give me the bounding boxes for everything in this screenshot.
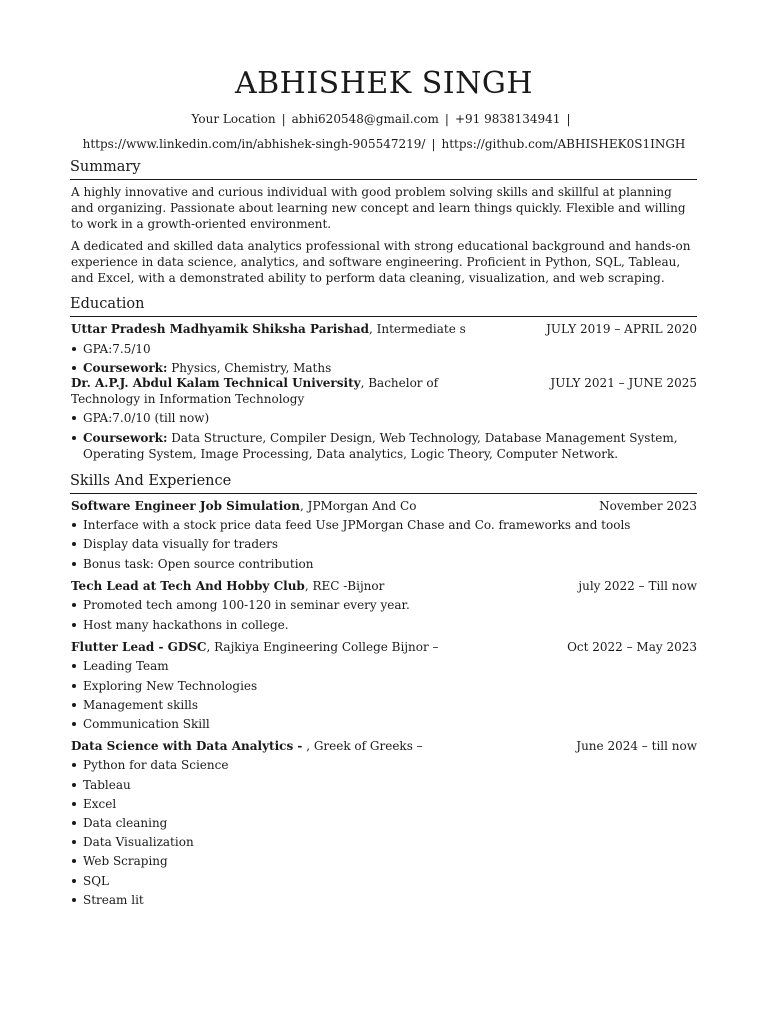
bullet-icon	[72, 366, 76, 370]
list-item	[71, 873, 697, 889]
bullet-icon	[72, 562, 76, 566]
phone-text: +91 9838134941	[454, 112, 561, 126]
list-item	[71, 597, 697, 613]
list-item	[71, 536, 697, 552]
separator: |	[431, 137, 436, 151]
bullet-text: Host many hackathons in college.	[83, 618, 289, 632]
bullet-text: Promoted tech among 100-120 in seminar every year.	[83, 598, 410, 612]
bullet-icon	[72, 722, 76, 726]
role-title: Software Engineer Job Simulation	[71, 499, 300, 513]
bullet-text: Management skills	[83, 698, 199, 712]
role-title: Data Science with Data Analytics -	[71, 739, 303, 753]
organization: , REC -Bijnor	[304, 579, 385, 593]
bullet-icon	[72, 523, 76, 527]
date-range: JULY 2021 – JUNE 2025	[550, 376, 697, 390]
bullet-text: Data cleaning	[83, 816, 168, 830]
contact-line-1	[0, 111, 768, 127]
bullet-text: Stream lit	[83, 893, 144, 907]
degree-detail: , Bachelor of Technology in Information Technology	[71, 376, 439, 406]
coursework-label: Coursework:	[83, 431, 168, 445]
bullet-icon	[72, 703, 76, 707]
education-entry	[71, 375, 697, 407]
bullet-icon	[72, 763, 76, 767]
bullet-icon	[72, 664, 76, 668]
location-text: Your Location	[191, 112, 276, 126]
bullet-icon	[72, 879, 76, 883]
date-range: June 2024 – till now	[576, 739, 697, 753]
list-item	[71, 697, 697, 713]
list-item	[71, 853, 697, 869]
organization: , Rajkiya Engineering College Bijnor –	[206, 640, 439, 654]
experience-entry	[71, 639, 697, 655]
summary-paragraph: A dedicated and skilled data analytics professional with strong educational background and hands-on experience in data science, analytics, and software engineering. Proficient in Python, SQL, Tableau, and Excel, with a demonstrated ability to perform data cleaning, visualization, and web scraping.	[71, 239, 691, 285]
list-item	[71, 410, 697, 426]
experience-entry	[71, 578, 697, 594]
bullet-text: Data Visualization	[83, 835, 194, 849]
list-item	[71, 678, 697, 694]
list-item	[71, 341, 697, 357]
linkedin-link[interactable]: https://www.linkedin.com/in/abhishek-singh-905547219/	[82, 137, 426, 151]
list-item	[71, 517, 697, 533]
coursework-label: Coursework:	[83, 361, 168, 375]
education-heading: Education	[70, 294, 697, 317]
organization: , JPMorgan And Co	[300, 499, 417, 513]
separator: |	[566, 112, 571, 126]
separator: |	[444, 112, 449, 126]
role-title: Flutter Lead - GDSC	[71, 640, 207, 654]
skills-heading: Skills And Experience	[70, 471, 697, 494]
bullet-icon	[72, 603, 76, 607]
coursework-text: Physics, Chemistry, Maths	[171, 361, 332, 375]
list-item	[71, 815, 697, 831]
bullet-icon	[72, 542, 76, 546]
summary-paragraph: A highly innovative and curious individual with good problem solving skills and skillful at planning and organizing. Passionate about learning new concept and learn things quickly. Flexible and willing to work in a growth-oriented environment.	[71, 185, 686, 231]
email-link[interactable]: abhi620548@gmail.com	[291, 112, 439, 126]
bullet-icon	[72, 859, 76, 863]
bullet-icon	[72, 783, 76, 787]
contact-line-2	[0, 136, 768, 152]
bullet-icon	[72, 436, 76, 440]
institution-name: Uttar Pradesh Madhyamik Shiksha Parishad	[71, 322, 370, 336]
bullet-icon	[72, 898, 76, 902]
separator: |	[281, 112, 286, 126]
education-entry	[71, 321, 697, 337]
bullet-text: SQL	[83, 874, 110, 888]
bullet-text: Exploring New Technologies	[83, 679, 258, 693]
list-item	[71, 757, 697, 773]
candidate-name: ABHISHEK SINGH	[234, 66, 534, 101]
date-range: Oct 2022 – May 2023	[567, 640, 697, 654]
date-range: JULY 2019 – APRIL 2020	[546, 322, 697, 336]
list-item	[71, 658, 697, 674]
role-title: Tech Lead at Tech And Hobby Club	[71, 579, 305, 593]
date-range: july 2022 – Till now	[578, 579, 697, 593]
list-item	[71, 430, 697, 462]
bullet-text: Communication Skill	[83, 717, 210, 731]
institution-name: Dr. A.P.J. Abdul Kalam Technical University	[71, 376, 361, 390]
list-item	[71, 617, 697, 633]
date-range: November 2023	[599, 499, 697, 513]
gpa-text: GPA:7.0/10 (till now)	[83, 411, 210, 425]
github-link[interactable]: https://github.com/ABHISHEK0S1INGH	[441, 137, 686, 151]
bullet-icon	[72, 347, 76, 351]
list-item	[71, 834, 697, 850]
list-item	[71, 892, 697, 908]
bullet-text: Display data visually for traders	[83, 537, 279, 551]
degree-detail: , Intermediate s	[369, 322, 466, 336]
bullet-text: Python for data Science	[83, 758, 229, 772]
bullet-icon	[72, 623, 76, 627]
gpa-text: GPA:7.5/10	[83, 342, 151, 356]
list-item	[71, 796, 697, 812]
bullet-text: Excel	[83, 797, 117, 811]
bullet-text: Tableau	[83, 778, 131, 792]
bullet-icon	[72, 802, 76, 806]
coursework-text: Data Structure, Compiler Design, Web Technology, Database Management System, Operating System, Image Processing, Data analytics, Logic Theory, Computer Network.	[83, 431, 678, 461]
experience-entry	[71, 498, 697, 514]
bullet-text: Web Scraping	[83, 854, 168, 868]
experience-entry	[71, 738, 697, 754]
bullet-icon	[72, 416, 76, 420]
bullet-icon	[72, 840, 76, 844]
list-item	[71, 556, 697, 572]
organization: , Greek of Greeks –	[302, 739, 423, 753]
list-item	[71, 716, 697, 732]
list-item	[71, 360, 697, 376]
list-item	[71, 777, 697, 793]
bullet-text: Bonus task: Open source contribution	[83, 557, 314, 571]
bullet-text: Leading Team	[83, 659, 169, 673]
bullet-icon	[72, 684, 76, 688]
summary-heading: Summary	[70, 157, 697, 180]
bullet-icon	[72, 821, 76, 825]
bullet-text: Interface with a stock price data feed Use JPMorgan Chase and Co. frameworks and tools	[83, 518, 631, 532]
